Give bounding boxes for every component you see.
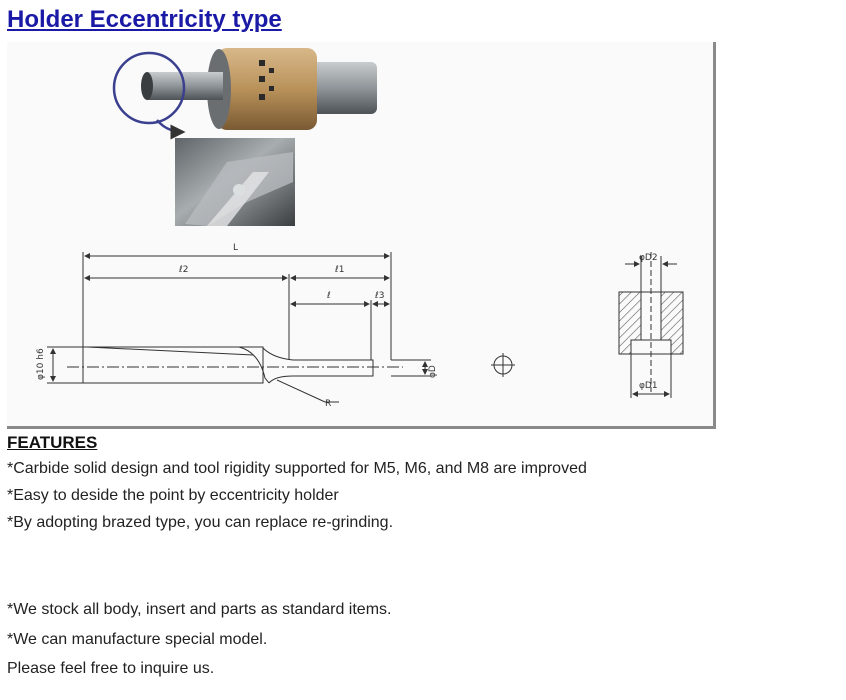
note-item: *We can manufacture special model.: [7, 631, 268, 648]
product-figure: [7, 42, 716, 429]
dim-L: L: [233, 243, 239, 253]
dim-D2: φD2: [639, 253, 658, 263]
feature-item: *Easy to deside the point by eccentricity holder: [7, 487, 339, 504]
page-title[interactable]: Holder Eccentricity type: [7, 6, 282, 33]
dim-R: R: [325, 399, 332, 409]
dim-l2: ℓ2: [179, 265, 189, 275]
feature-item: *Carbide solid design and tool rigidity supported for M5, M6, and M8 are improved: [7, 460, 587, 477]
dim-l: ℓ: [327, 291, 331, 301]
side-view: [47, 252, 431, 402]
dim-D: φD: [428, 365, 438, 378]
technical-drawing: [7, 42, 713, 426]
dim-l3: ℓ3: [375, 291, 385, 301]
note-item: Please feel free to inquire us.: [7, 660, 215, 677]
features-heading: FEATURES: [7, 433, 98, 452]
section-view: [619, 252, 683, 398]
holder-photo: [141, 48, 377, 130]
dim-D1: φD1: [639, 381, 658, 391]
dim-shank-diameter: φ10 h6: [36, 348, 46, 380]
dimension-lines: [53, 256, 425, 381]
tip-closeup-photo: [175, 138, 295, 226]
feature-item: *By adopting brazed type, you can replace re-grinding.: [7, 514, 394, 531]
dim-l1: ℓ1: [335, 265, 345, 275]
note-item: *We stock all body, insert and parts as standard items.: [7, 601, 392, 618]
end-view-symbol: [491, 353, 515, 377]
